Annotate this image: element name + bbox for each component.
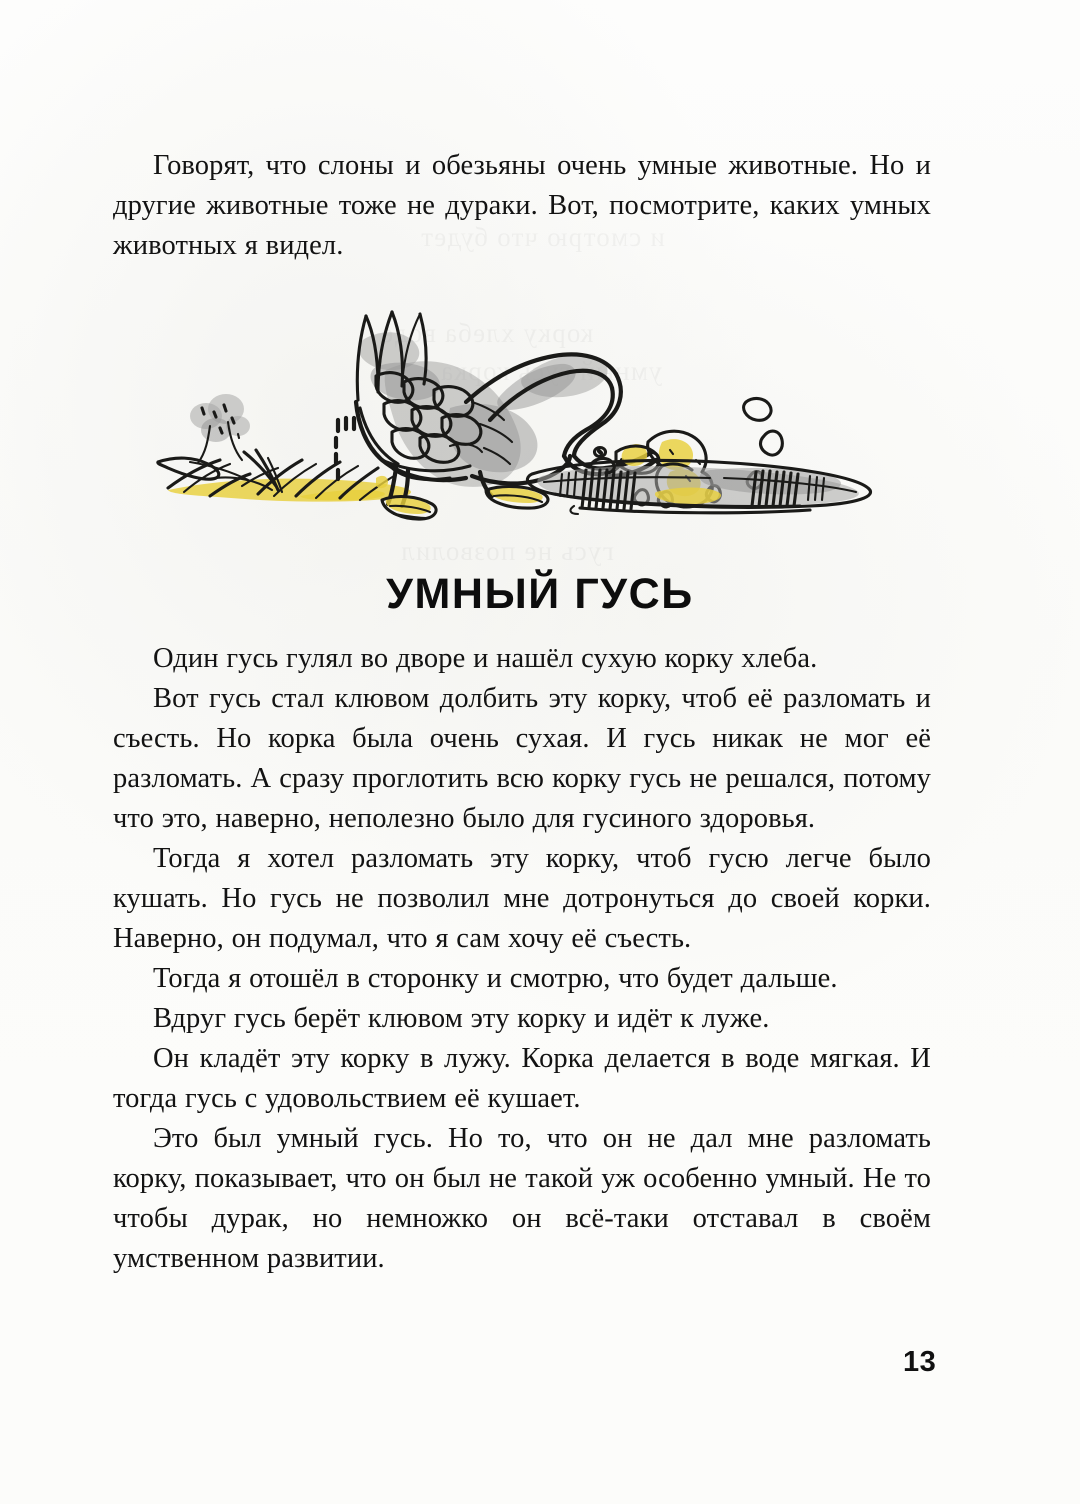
story-paragraph-4: Тогда я отошёл в сторонку и смотрю, что будет дальше.	[153, 963, 838, 994]
story-paragraph-7: Это был умный гусь. Но то, что он не дал мне разломать корку, показывает, что он был не такой уж особенно умный. Не то чтобы дурак, но немножко он всё-таки отставал в своём умственном развитии.	[113, 1123, 931, 1274]
story-paragraph-1: Один гусь гулял во дворе и нашёл сухую корку хлеба.	[153, 643, 818, 674]
story-text-block	[113, 639, 931, 1279]
story-paragraph-6: Он кладёт эту корку в лужу. Корка делается в воде мягкая. И тогда гусь с удовольствием её кушает.	[113, 1043, 931, 1114]
story-paragraph-2: Вот гусь стал клювом долбить эту корку, чтоб её разломать и съесть. Но корка была очень сухая. И гусь никак не мог её разломать. А сразу проглотить всю корку гусь не решался, потому что это, наверно, неполезно было для гусиного здоровья.	[113, 683, 931, 834]
story-paragraph-3: Тогда я хотел разломать эту корку, чтоб гусю легче было кушать. Но гусь не позволил мне дотронуться до своей корки. Наверно, он подумал, что я сам хочу её съесть.	[113, 843, 931, 954]
intro-text-block	[113, 146, 931, 266]
page-number: 13	[903, 1346, 937, 1378]
story-paragraph-5: Вдруг гусь берёт клювом эту корку и идёт к луже.	[153, 1003, 770, 1034]
page-bleed-through-4	[400, 536, 614, 567]
goose-illustration	[150, 300, 890, 535]
intro-paragraph: Говорят, что слоны и обезьяны очень умные животные. Но и другие животные тоже не дураки. Вот, посмотрите, каких умных животных я видел.	[113, 150, 931, 261]
story-title: УМНЫЙ ГУСЬ	[386, 570, 694, 618]
